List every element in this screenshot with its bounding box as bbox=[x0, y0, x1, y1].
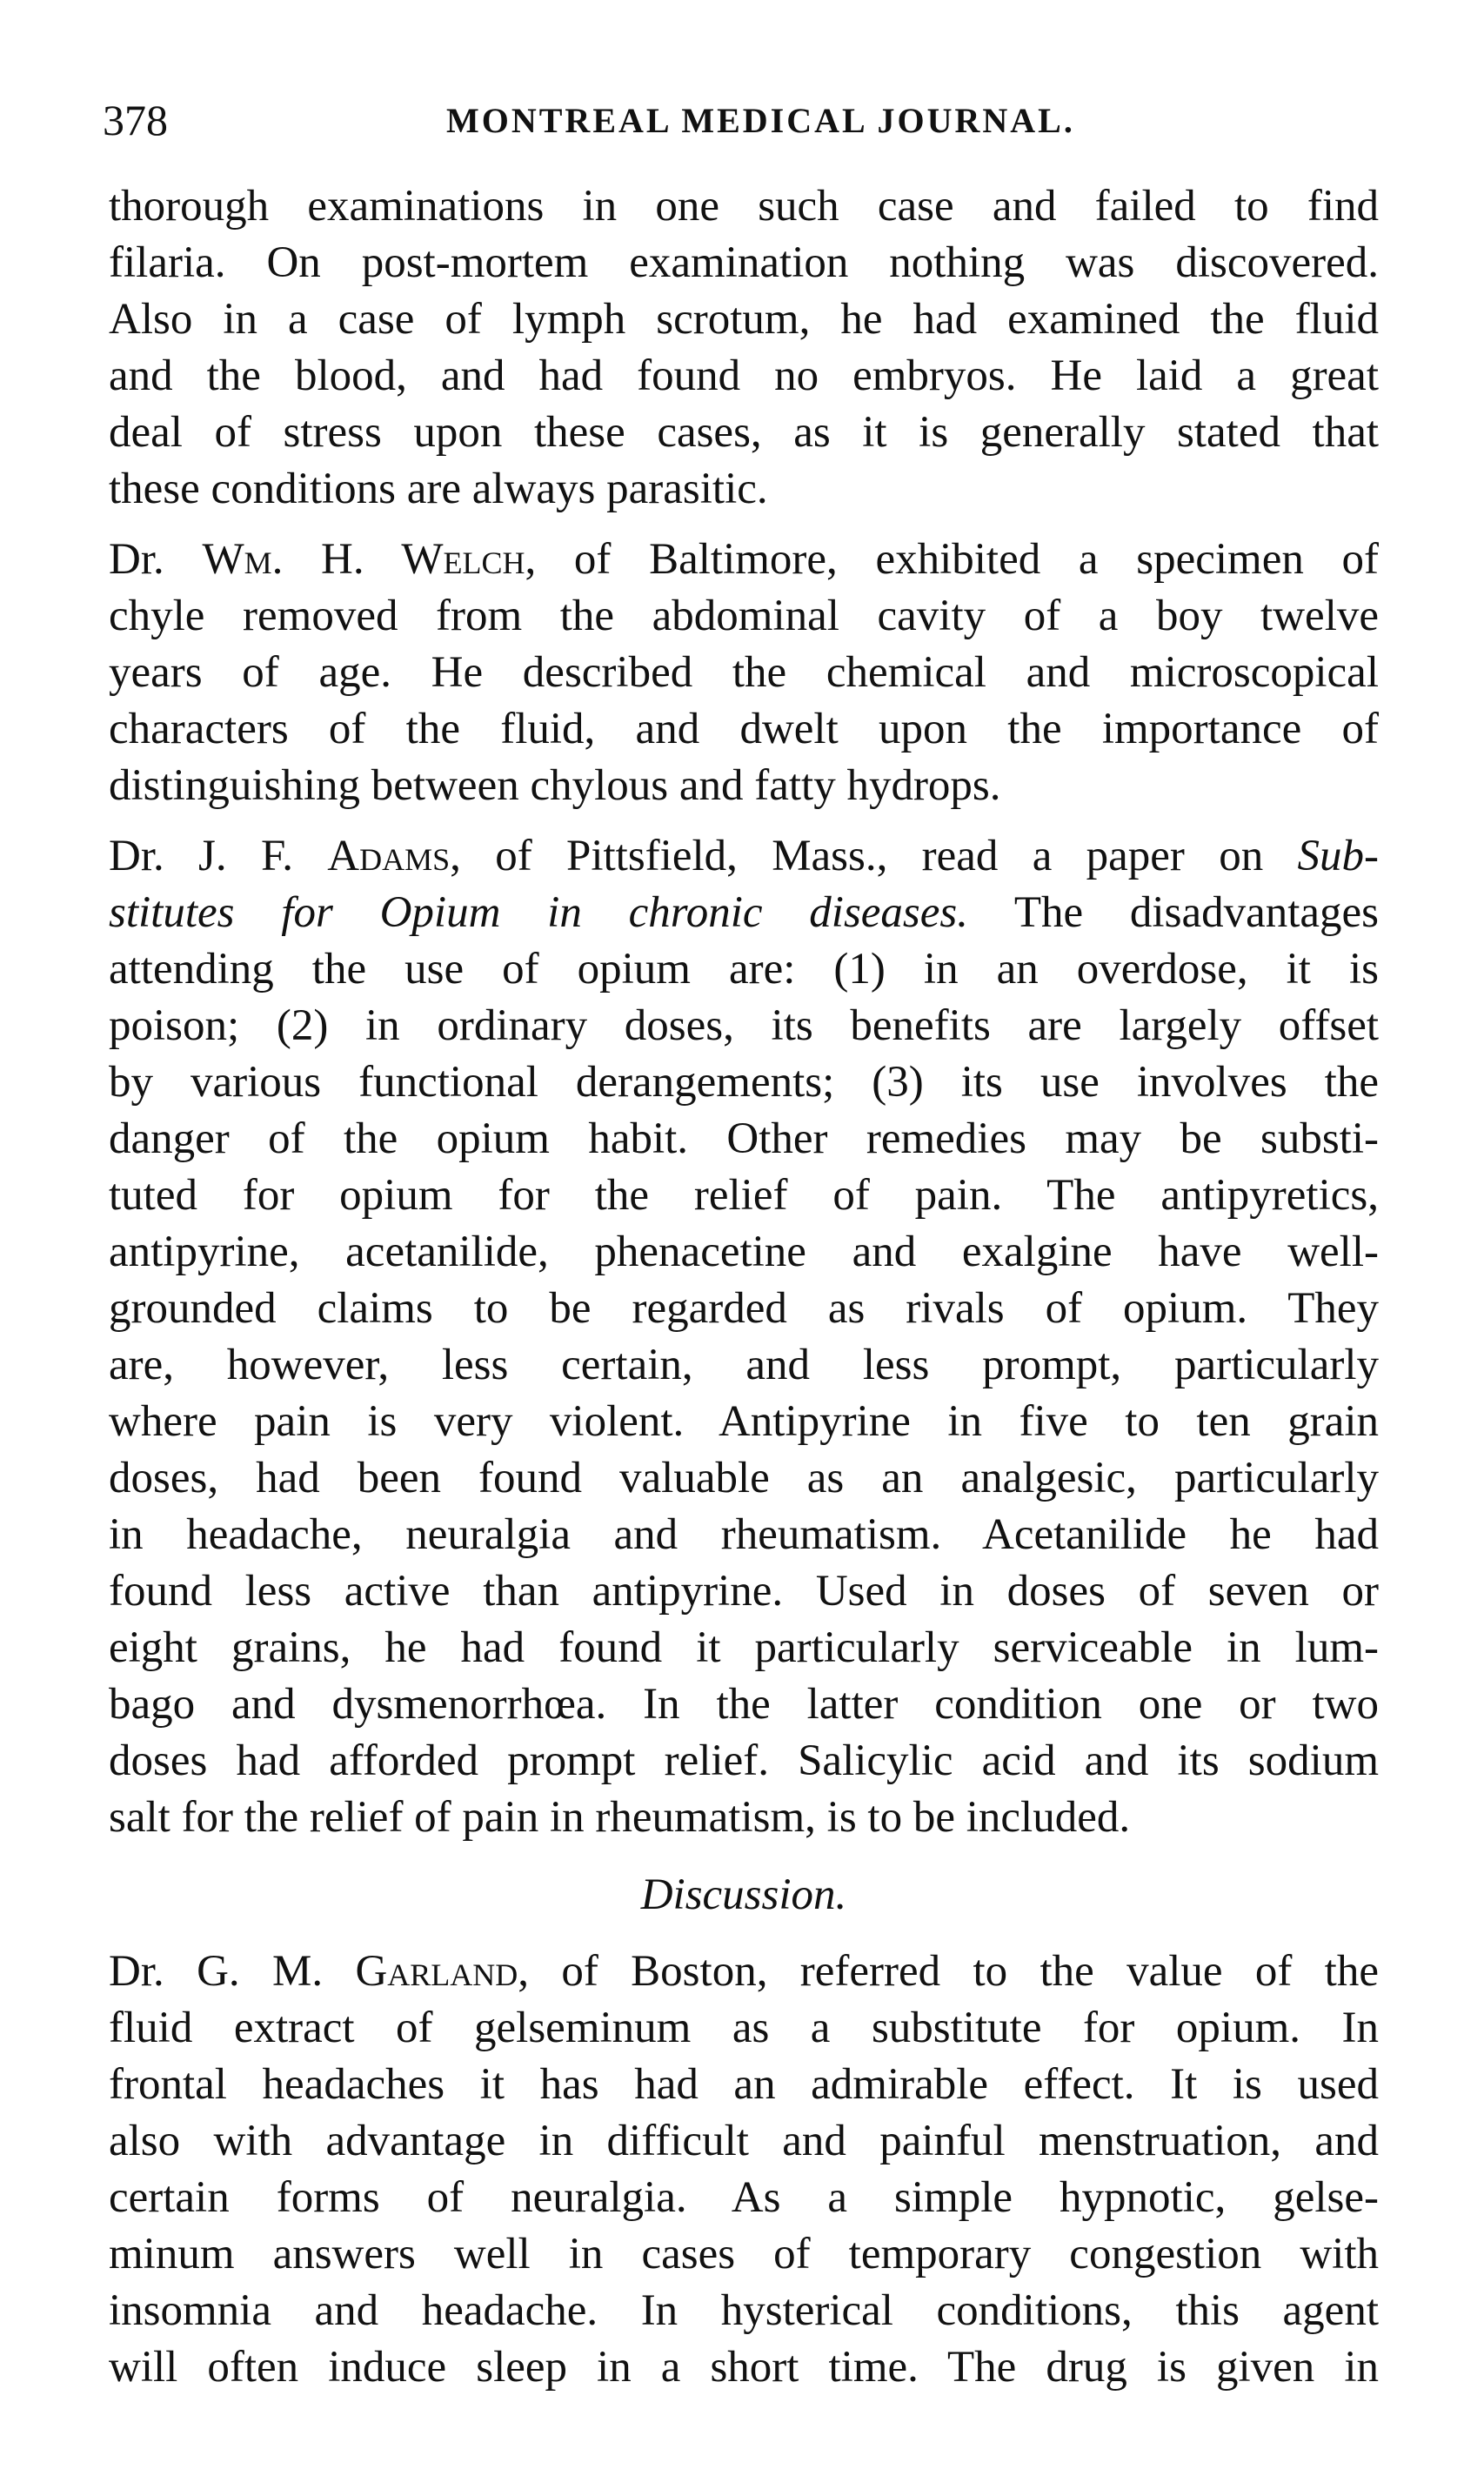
text-line: thorough examinations in one such case and failed to find bbox=[109, 182, 1379, 231]
text-line: minum answers well in cases of temporary congestion with bbox=[109, 2230, 1379, 2278]
text-line: by various functional derangements; (3) its use involves the bbox=[109, 1058, 1379, 1107]
line-prefix: Dr. bbox=[109, 535, 203, 584]
text-line: attending the use of opium are: (1) in an overdose, it is bbox=[109, 945, 1379, 994]
text-line: doses, had been found valuable as an analgesic, particularly bbox=[109, 1454, 1379, 1502]
text-line: antipyrine, acetanilide, phenacetine and exalgine have well- bbox=[109, 1228, 1379, 1276]
text-line: frontal headaches it has had an admirable effect. It is used bbox=[109, 2060, 1379, 2109]
text-line: salt for the relief of pain in rheumatism, is to be included. bbox=[109, 1793, 1131, 1842]
paragraph-garland bbox=[109, 1944, 1379, 2396]
text-line: certain forms of neuralgia. As a simple hypnotic, gelse- bbox=[109, 2173, 1379, 2222]
text-line bbox=[109, 828, 1379, 885]
page-number: 378 bbox=[103, 96, 168, 144]
text-line: eight grains, he had found it particularly serviceable in lum- bbox=[109, 1623, 1379, 1672]
line-rest: , of Boston, referred to the value of the bbox=[518, 1947, 1379, 1996]
text-line: also with advantage in difficult and painful menstruation, and bbox=[109, 2117, 1379, 2165]
paragraph-continuation bbox=[109, 178, 1379, 518]
text-line: fluid extract of gelseminum as a substitute for opium. In bbox=[109, 2004, 1379, 2052]
text-line: chyle removed from the abdominal cavity of a boy twelve bbox=[109, 592, 1379, 640]
discussion-heading: Discussion. bbox=[640, 1870, 847, 1919]
text-line: danger of the opium habit. Other remedies may be substi- bbox=[109, 1114, 1379, 1163]
text-line bbox=[109, 1944, 1379, 2000]
text-line: characters of the fluid, and dwelt upon the importance of bbox=[109, 705, 1379, 753]
text-line: deal of stress upon these cases, as it is generally stated that bbox=[109, 408, 1379, 457]
paper-title: stitutes for Opium in chronic diseases. bbox=[109, 888, 969, 937]
line-rest: The disadvantages bbox=[968, 888, 1379, 937]
text-line: doses had afforded prompt relief. Salicylic acid and its sodium bbox=[109, 1736, 1379, 1785]
text-line: insomnia and headache. In hysterical conditions, this agent bbox=[109, 2286, 1379, 2335]
text-line: found less active than antipyrine. Used in doses of seven or bbox=[109, 1567, 1379, 1616]
speaker-name: Adams bbox=[327, 832, 451, 880]
text-line: bago and dysmenorrhœa. In the latter condition one or two bbox=[109, 1680, 1379, 1729]
page-header bbox=[103, 94, 1390, 146]
line-mid: , of Pittsfield, Mass., read a paper on bbox=[450, 832, 1298, 880]
text-line: Also in a case of lymph scrotum, he had examined the fluid bbox=[109, 295, 1379, 344]
text-line: tuted for opium for the relief of pain. The antipyretics, bbox=[109, 1171, 1379, 1220]
text-line: grounded claims to be regarded as rivals of opium. They bbox=[109, 1284, 1379, 1333]
text-line bbox=[109, 532, 1379, 588]
text-line: these conditions are always parasitic. bbox=[109, 465, 768, 513]
text-line: filaria. On post-mortem examination nothing was discovered. bbox=[109, 238, 1379, 287]
paragraph-adams bbox=[109, 828, 1379, 1846]
text-line: poison; (2) in ordinary doses, its benefits are largely offset bbox=[109, 1001, 1379, 1050]
paragraph-welch bbox=[109, 532, 1379, 814]
line-rest: , of Baltimore, exhibited a specimen of bbox=[525, 535, 1379, 584]
line-prefix: Dr. J. F. bbox=[109, 832, 328, 880]
speaker-name: Garland bbox=[355, 1947, 518, 1996]
speaker-name: Wm. H. Welch bbox=[202, 535, 525, 584]
paper-title: Sub- bbox=[1297, 832, 1379, 880]
body-text bbox=[109, 178, 1379, 2396]
running-head: MONTREAL MEDICAL JOURNAL. bbox=[446, 101, 1075, 140]
text-line: and the blood, and had found no embryos. He laid a great bbox=[109, 351, 1379, 400]
text-line bbox=[109, 885, 1379, 941]
line-prefix: Dr. G. M. bbox=[109, 1947, 356, 1996]
text-line: where pain is very violent. Antipyrine in five to ten grain bbox=[109, 1397, 1379, 1446]
text-line: in headache, neuralgia and rheumatism. Acetanilide he had bbox=[109, 1510, 1379, 1559]
text-line: are, however, less certain, and less prompt, particularly bbox=[109, 1341, 1379, 1389]
text-line: will often induce sleep in a short time. The drug is given in bbox=[109, 2343, 1379, 2392]
text-line: distinguishing between chylous and fatty hydrops. bbox=[109, 761, 1001, 810]
text-line: years of age. He described the chemical and microscopical bbox=[109, 648, 1379, 697]
